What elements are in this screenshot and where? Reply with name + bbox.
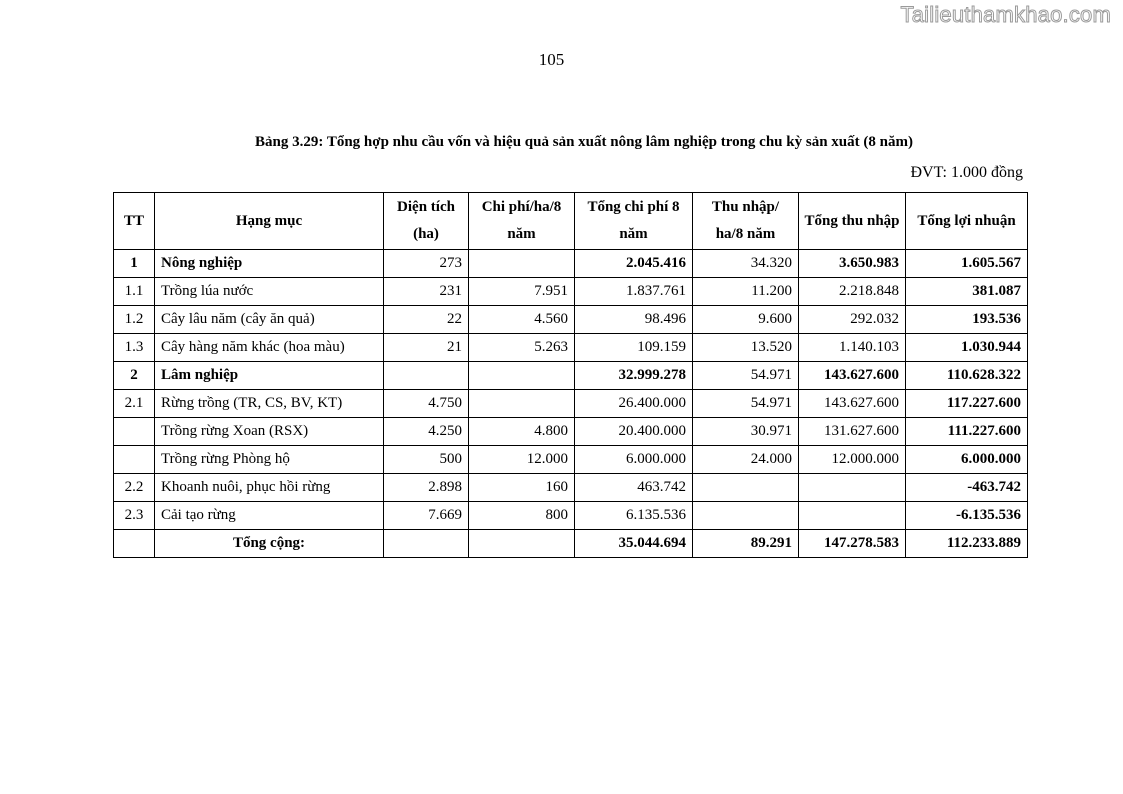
- table-cell: 6.000.000: [575, 446, 693, 474]
- table-cell: 4.250: [384, 418, 469, 446]
- table-cell: 1: [114, 250, 155, 278]
- table-cell: [469, 250, 575, 278]
- table-cell: [469, 390, 575, 418]
- table-cell: 2.218.848: [799, 278, 906, 306]
- table-cell: 1.3: [114, 334, 155, 362]
- table-cell: 111.227.600: [906, 418, 1028, 446]
- table-cell: 54.971: [693, 362, 799, 390]
- table-cell: [469, 362, 575, 390]
- header-cell: TT: [114, 193, 155, 250]
- table-cell: 4.560: [469, 306, 575, 334]
- header-cell: Chi phí/ha/8 năm: [469, 193, 575, 250]
- table-cell: 4.750: [384, 390, 469, 418]
- table-cell: 12.000.000: [799, 446, 906, 474]
- table-cell: Rừng trồng (TR, CS, BV, KT): [155, 390, 384, 418]
- table-caption: Bảng 3.29: Tổng hợp nhu cầu vốn và hiệu quả sản xuất nông lâm nghiệp trong chu kỳ sản xuất (8 năm): [255, 134, 913, 150]
- unit-label: ĐVT: 1.000 đồng: [910, 164, 1023, 181]
- table-cell: 147.278.583: [799, 530, 906, 558]
- table-cell: 1.837.761: [575, 278, 693, 306]
- table-cell: 292.032: [799, 306, 906, 334]
- table-row: [114, 446, 1028, 474]
- table-cell: 6.000.000: [906, 446, 1028, 474]
- table-cell: 6.135.536: [575, 502, 693, 530]
- table-cell: Lâm nghiệp: [155, 362, 384, 390]
- table-cell: 110.628.322: [906, 362, 1028, 390]
- table-cell: 11.200: [693, 278, 799, 306]
- table-cell: [693, 474, 799, 502]
- table-cell: 143.627.600: [799, 390, 906, 418]
- table-cell: -6.135.536: [906, 502, 1028, 530]
- header-cell: Tổng chi phí 8 năm: [575, 193, 693, 250]
- table-cell: 35.044.694: [575, 530, 693, 558]
- table-row: [114, 418, 1028, 446]
- table-cell: [693, 502, 799, 530]
- table-cell: [799, 502, 906, 530]
- table-cell: 7.669: [384, 502, 469, 530]
- table-cell: 109.159: [575, 334, 693, 362]
- table-row: [114, 278, 1028, 306]
- table-cell: 12.000: [469, 446, 575, 474]
- table-row: [114, 390, 1028, 418]
- table-cell: 2.3: [114, 502, 155, 530]
- table-cell: 160: [469, 474, 575, 502]
- table-cell: 1.1: [114, 278, 155, 306]
- table-cell: [114, 446, 155, 474]
- data-table: [113, 192, 1028, 558]
- table-cell: 34.320: [693, 250, 799, 278]
- table-cell: 2.1: [114, 390, 155, 418]
- table-cell: 1.140.103: [799, 334, 906, 362]
- table-cell: 22: [384, 306, 469, 334]
- table-cell: 98.496: [575, 306, 693, 334]
- table-cell: -463.742: [906, 474, 1028, 502]
- table-cell: 112.233.889: [906, 530, 1028, 558]
- table-cell: 800: [469, 502, 575, 530]
- table-cell: 381.087: [906, 278, 1028, 306]
- table-cell: Cải tạo rừng: [155, 502, 384, 530]
- table-cell: 3.650.983: [799, 250, 906, 278]
- table-cell: Trồng lúa nước: [155, 278, 384, 306]
- table-row: [114, 474, 1028, 502]
- table-cell: 463.742: [575, 474, 693, 502]
- table-cell: 32.999.278: [575, 362, 693, 390]
- table-cell: 9.600: [693, 306, 799, 334]
- table-cell: Trồng rừng Xoan (RSX): [155, 418, 384, 446]
- table-cell: 26.400.000: [575, 390, 693, 418]
- table-row: [114, 334, 1028, 362]
- table-cell: Nông nghiệp: [155, 250, 384, 278]
- header-cell: Diện tích (ha): [384, 193, 469, 250]
- table-cell: 193.536: [906, 306, 1028, 334]
- table-cell: 2.2: [114, 474, 155, 502]
- table-cell: 1.2: [114, 306, 155, 334]
- table-cell: [384, 362, 469, 390]
- table-cell: 89.291: [693, 530, 799, 558]
- table-cell: 1.030.944: [906, 334, 1028, 362]
- header-row: [114, 193, 1028, 250]
- table-cell: [799, 474, 906, 502]
- table-cell: 1.605.567: [906, 250, 1028, 278]
- header-cell: Thu nhập/ ha/8 năm: [693, 193, 799, 250]
- page-number: 105: [538, 50, 565, 69]
- table-cell: 117.227.600: [906, 390, 1028, 418]
- total-label: Tổng cộng:: [155, 530, 384, 558]
- table-cell: 231: [384, 278, 469, 306]
- table-row: [114, 306, 1028, 334]
- table-cell: 2.898: [384, 474, 469, 502]
- header-cell: Tổng thu nhập: [799, 193, 906, 250]
- table-cell: 273: [384, 250, 469, 278]
- table-cell: 4.800: [469, 418, 575, 446]
- table-row: [114, 502, 1028, 530]
- table-cell: 143.627.600: [799, 362, 906, 390]
- table-cell: 2: [114, 362, 155, 390]
- table-cell: 7.951: [469, 278, 575, 306]
- header-cell: Hạng mục: [155, 193, 384, 250]
- table-cell: 54.971: [693, 390, 799, 418]
- watermark: Tailieuthamkhao.com: [900, 2, 1111, 27]
- table-cell: [114, 530, 155, 558]
- table-cell: 21: [384, 334, 469, 362]
- table-cell: 5.263: [469, 334, 575, 362]
- table-cell: 131.627.600: [799, 418, 906, 446]
- total-row: [114, 530, 1028, 558]
- table-cell: [469, 530, 575, 558]
- table-row: [114, 250, 1028, 278]
- table-cell: Cây lâu năm (cây ăn quả): [155, 306, 384, 334]
- table-cell: Trồng rừng Phòng hộ: [155, 446, 384, 474]
- table-cell: 13.520: [693, 334, 799, 362]
- table-cell: 2.045.416: [575, 250, 693, 278]
- table-cell: 500: [384, 446, 469, 474]
- table-cell: 24.000: [693, 446, 799, 474]
- table-cell: [114, 418, 155, 446]
- table-cell: Cây hàng năm khác (hoa màu): [155, 334, 384, 362]
- table-row: [114, 362, 1028, 390]
- table-cell: 20.400.000: [575, 418, 693, 446]
- table-cell: [384, 530, 469, 558]
- table-cell: 30.971: [693, 418, 799, 446]
- table-cell: Khoanh nuôi, phục hồi rừng: [155, 474, 384, 502]
- header-cell: Tổng lợi nhuận: [906, 193, 1028, 250]
